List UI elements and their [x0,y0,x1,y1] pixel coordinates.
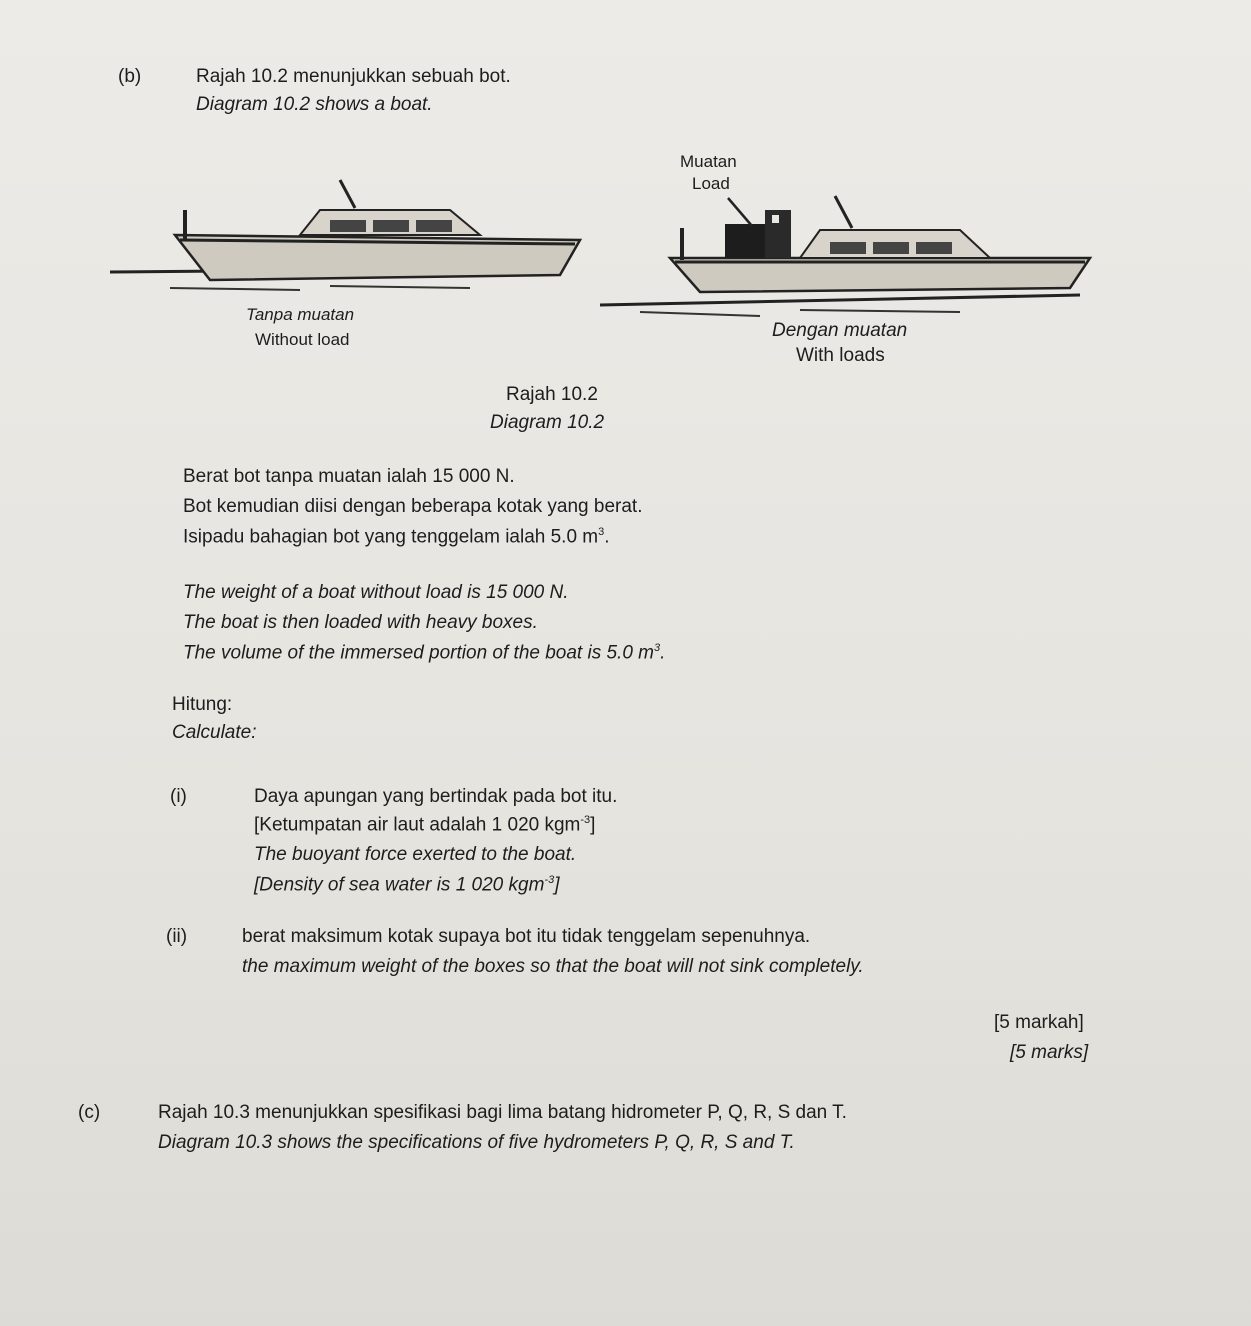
figure-caption-my: Rajah 10.2 [506,384,598,405]
section-c-label: (c) [78,1102,101,1123]
with-load-label-en: With loads [796,345,885,366]
boat-illustration [0,140,1251,470]
para-en-line-1: The weight of a boat without load is 15 000 N. [183,582,569,603]
with-load-label-my: Dengan muatan [772,320,908,341]
question-i-label: (i) [170,786,187,807]
load-label-en: Load [692,174,730,193]
section-b-text-en: Diagram 10.2 shows a boat. [196,94,433,115]
question-ii-label: (ii) [166,926,188,947]
section-b-text-my: Rajah 10.2 menunjukkan sebuah bot. [196,66,511,87]
question-ii-text-my: berat maksimum kotak supaya bot itu tidak tenggelam sepenuhnya. [242,926,811,947]
without-load-label-my: Tanpa muatan [246,305,355,324]
question-i-text-my: Daya apungan yang bertindak pada bot itu. [254,786,618,807]
question-i-note-en: [Density of sea water is 1 020 kgm$^{-3}$] [254,874,560,896]
calculate-label-my: Hitung: [172,694,233,715]
load-label-my: Muatan [680,152,737,171]
marks-label-my: [5 markah] [994,1012,1084,1033]
calculate-label-en: Calculate: [172,722,257,743]
para-en-line-3: The volume of the immersed portion of the boat is 5.0 $m^3$. [183,642,666,664]
without-load-label-en: Without load [255,330,350,349]
para-my-line-1: Berat bot tanpa muatan ialah 15 000 N. [183,466,515,487]
section-b-label: (b) [118,66,142,87]
figure-caption-en: Diagram 10.2 [490,412,605,433]
para-my-line-2: Bot kemudian diisi dengan beberapa kotak yang berat. [183,496,643,517]
question-i-text-en: The buoyant force exerted to the boat. [254,844,577,865]
question-ii-text-en: the maximum weight of the boxes so that the boat will not sink completely. [242,956,864,977]
section-c-text-en: Diagram 10.3 shows the specifications of five hydrometers P, Q, R, S and T. [158,1132,795,1153]
para-my-line-3: Isipadu bahagian bot yang tenggelam ialah 5.0 $m^3$. [183,526,610,548]
question-i-note-my: [Ketumpatan air laut adalah 1 020 kgm$^{-3}$] [254,814,596,836]
marks-label-en: [5 marks] [1010,1042,1089,1063]
section-c-text-my: Rajah 10.3 menunjukkan spesifikasi bagi lima batang hidrometer P, Q, R, S dan T. [158,1102,847,1123]
para-en-line-2: The boat is then loaded with heavy boxes. [183,612,538,633]
